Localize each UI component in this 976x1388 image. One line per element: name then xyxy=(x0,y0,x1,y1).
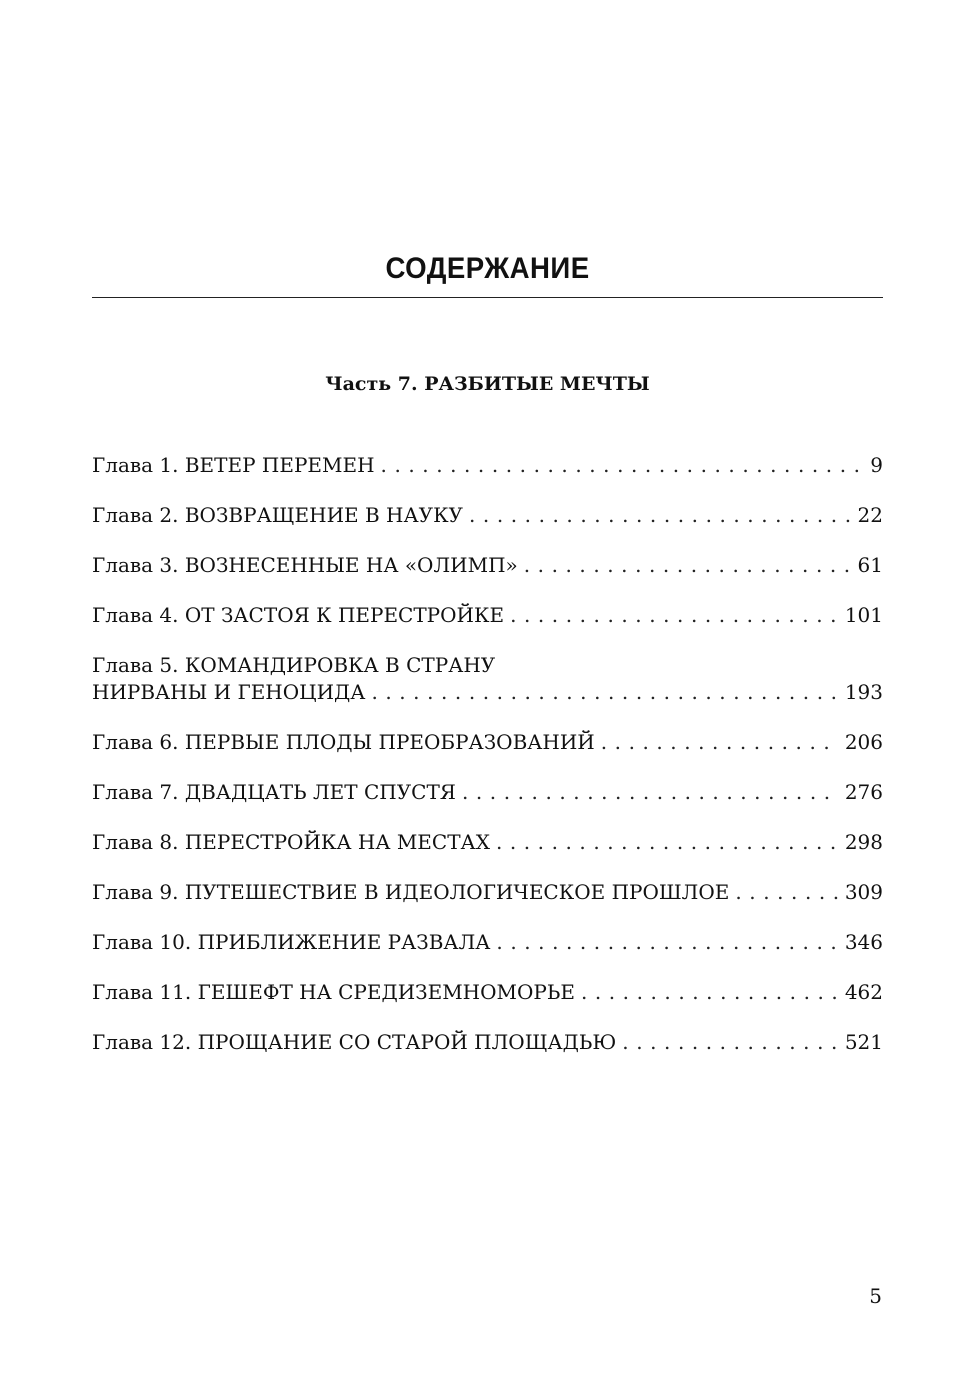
dot-leader xyxy=(496,829,839,856)
toc-page-number: 9 xyxy=(870,453,883,477)
toc-entry-label xyxy=(92,879,729,906)
toc-chapter-number: Глава 4. xyxy=(92,603,179,627)
toc-entry-label xyxy=(92,779,456,806)
toc-entry-label xyxy=(92,1029,616,1056)
title-divider xyxy=(92,297,883,298)
toc-page-number: 309 xyxy=(844,880,883,904)
toc-entry-label-line1 xyxy=(92,652,883,679)
toc-entry-label xyxy=(92,929,490,956)
toc-chapter-number: Глава 2. xyxy=(92,503,179,527)
toc-chapter-number: Глава 7. xyxy=(92,780,179,804)
toc-page-number: 276 xyxy=(844,780,883,804)
toc-page-number: 206 xyxy=(844,730,883,754)
toc-chapter-title: ВОЗНЕСЕННЫЕ НА «ОЛИМП» xyxy=(184,553,518,577)
toc-entry-label xyxy=(92,502,463,529)
toc-chapter-number: Глава 8. xyxy=(92,830,179,854)
toc-entry-3[interactable] xyxy=(92,552,883,579)
dot-leader xyxy=(622,1029,839,1056)
toc-chapter-number: Глава 12. xyxy=(92,1030,192,1054)
toc-chapter-title: НИРВАНЫ И ГЕНОЦИДА xyxy=(92,680,366,704)
toc-page-number: 101 xyxy=(844,603,883,627)
dot-leader xyxy=(462,779,839,806)
toc-page-number: 346 xyxy=(844,930,883,954)
toc-chapter-number: Глава 3. xyxy=(92,553,179,577)
toc-chapter-number: Глава 6. xyxy=(92,730,179,754)
toc-entry-label xyxy=(92,452,375,479)
toc-chapter-title: ПУТЕШЕСТВИЕ В ИДЕОЛОГИЧЕСКОЕ ПРОШЛОЕ xyxy=(184,880,730,904)
toc-page-number: 298 xyxy=(844,830,883,854)
toc-chapter-title: ГЕШЕФТ НА СРЕДИЗЕМНОМОРЬЕ xyxy=(197,980,575,1004)
toc-entry-9[interactable] xyxy=(92,879,883,906)
toc-chapter-number: Глава 10. xyxy=(92,930,192,954)
dot-leader xyxy=(510,602,839,629)
toc-chapter-title: ПРОЩАНИЕ СО СТАРОЙ ПЛОЩАДЬЮ xyxy=(197,1030,617,1054)
dot-leader xyxy=(371,679,838,706)
toc-page-number: 521 xyxy=(844,1030,883,1054)
toc-chapter-title: ВЕТЕР ПЕРЕМЕН xyxy=(184,453,375,477)
page-title: СОДЕРЖАНИЕ xyxy=(385,252,590,285)
toc-chapter-number: Глава 5. xyxy=(92,653,179,677)
toc-page-number: 462 xyxy=(844,980,883,1004)
dot-leader xyxy=(381,452,865,479)
page-number: 5 xyxy=(869,1284,882,1308)
toc-entry-12[interactable] xyxy=(92,1029,883,1056)
toc-chapter-title: ОТ ЗАСТОЯ К ПЕРЕСТРОЙКЕ xyxy=(184,603,505,627)
dot-leader xyxy=(496,929,838,956)
toc-chapter-number: Глава 11. xyxy=(92,980,192,1004)
dot-leader xyxy=(601,729,839,756)
toc-chapter-title: ПЕРВЫЕ ПЛОДЫ ПРЕОБРАЗОВАНИЙ xyxy=(184,730,595,754)
toc-page-number: 193 xyxy=(844,680,883,704)
toc-entry-6[interactable] xyxy=(92,729,883,756)
toc-entry-5[interactable] xyxy=(92,652,883,706)
toc-chapter-title: ДВАДЦАТЬ ЛЕТ СПУСТЯ xyxy=(184,780,456,804)
toc-chapter-title: ПЕРЕСТРОЙКА НА МЕСТАХ xyxy=(184,830,490,854)
dot-leader xyxy=(735,879,838,906)
toc-chapter-title: ПРИБЛИЖЕНИЕ РАЗВАЛА xyxy=(197,930,491,954)
toc-entry-4[interactable] xyxy=(92,602,883,629)
toc-chapter-title-line1: КОМАНДИРОВКА В СТРАНУ xyxy=(184,653,496,677)
toc-entry-label xyxy=(92,552,518,579)
part-heading: Часть 7. РАЗБИТЫЕ МЕЧТЫ xyxy=(325,373,650,395)
dot-leader xyxy=(524,552,852,579)
toc-entry-10[interactable] xyxy=(92,929,883,956)
toc-entry-8[interactable] xyxy=(92,829,883,856)
toc-chapter-title: ВОЗВРАЩЕНИЕ В НАУКУ xyxy=(184,503,464,527)
toc-chapter-number: Глава 1. xyxy=(92,453,179,477)
toc-entry-label xyxy=(92,729,595,756)
toc-chapter-number: Глава 9. xyxy=(92,880,179,904)
toc-entry-1[interactable] xyxy=(92,452,883,479)
toc-page-number: 22 xyxy=(857,503,883,527)
table-of-contents xyxy=(92,452,883,1079)
dot-leader xyxy=(581,979,839,1006)
toc-page-number: 61 xyxy=(857,553,883,577)
toc-entry-label xyxy=(92,979,575,1006)
toc-entry-2[interactable] xyxy=(92,502,883,529)
toc-entry-11[interactable] xyxy=(92,979,883,1006)
toc-entry-label xyxy=(92,602,504,629)
dot-leader xyxy=(469,502,852,529)
toc-entry-label xyxy=(92,829,490,856)
toc-entry-7[interactable] xyxy=(92,779,883,806)
